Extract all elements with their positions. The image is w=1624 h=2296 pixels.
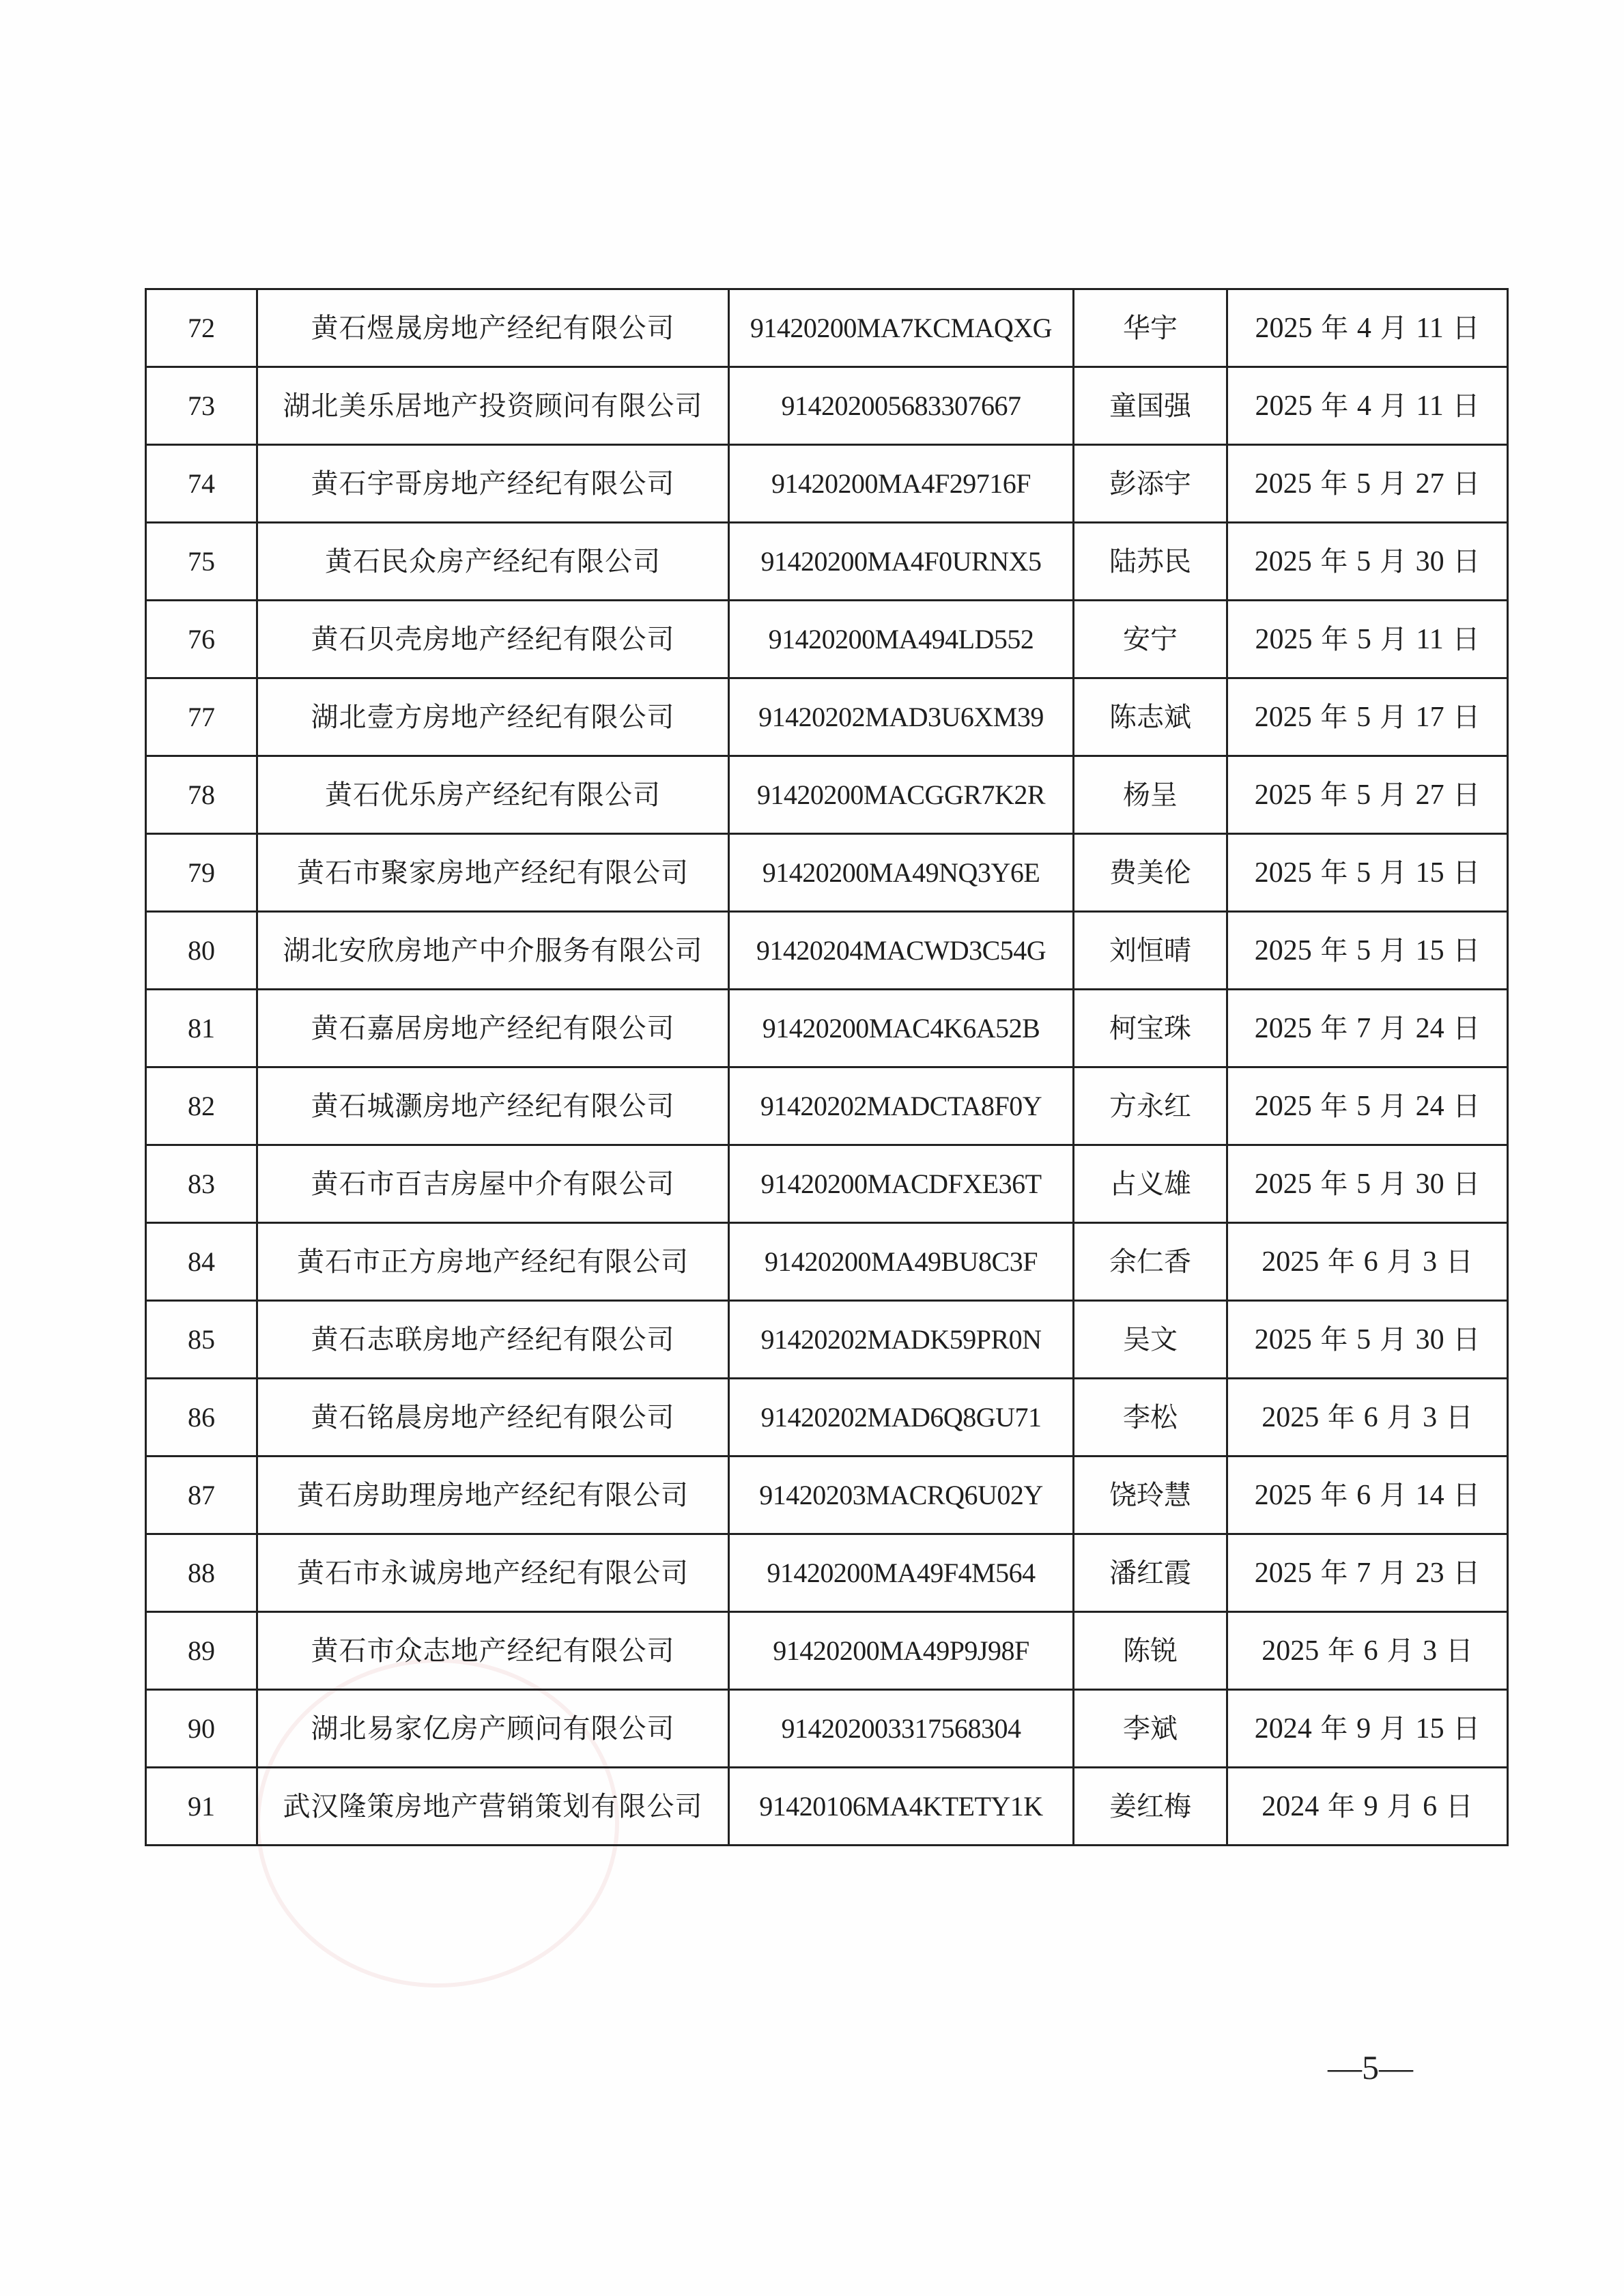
agency-name-cell: 湖北美乐居地产投资顾问有限公司 — [257, 367, 729, 445]
date-day-unit: 日 — [1445, 1246, 1473, 1278]
table-row — [146, 756, 1508, 834]
date-month: 5 — [1356, 857, 1371, 889]
row-number-cell: 83 — [146, 1145, 257, 1223]
date-day-unit: 日 — [1453, 701, 1481, 733]
date-day-unit: 日 — [1452, 390, 1480, 422]
legal-representative-cell: 余仁香 — [1074, 1223, 1227, 1301]
table-row — [146, 523, 1508, 601]
credit-code-cell: 91420200MACDFXE36T — [729, 1145, 1074, 1223]
date-year-unit: 年 — [1320, 1090, 1348, 1122]
agency-name-cell: 黄石民众房产经纪有限公司 — [257, 523, 729, 601]
credit-code-cell: 91420106MA4KTETY1K — [729, 1768, 1074, 1846]
legal-representative-cell: 李松 — [1074, 1379, 1227, 1456]
date-year-unit: 年 — [1320, 857, 1348, 889]
date-day-unit: 日 — [1453, 468, 1481, 500]
date-day-unit: 日 — [1453, 857, 1481, 889]
credit-code-cell: 91420200MA49F4M564 — [729, 1534, 1074, 1612]
legal-representative-cell: 陈锐 — [1074, 1612, 1227, 1690]
date-month-unit: 月 — [1379, 468, 1407, 500]
date-year: 2025 — [1255, 312, 1313, 344]
agency-name-cell: 黄石市永诚房地产经纪有限公司 — [257, 1534, 729, 1612]
date-year: 2025 — [1255, 390, 1313, 422]
date-month: 5 — [1356, 779, 1371, 811]
row-number-cell: 87 — [146, 1456, 257, 1534]
credit-code-cell: 91420200MA49BU8C3F — [729, 1223, 1074, 1301]
date-month-unit: 月 — [1379, 779, 1407, 811]
credit-code-cell: 91420202MAD6Q8GU71 — [729, 1379, 1074, 1456]
date-day-unit: 日 — [1453, 1479, 1481, 1511]
date-cell — [1227, 1223, 1508, 1301]
date-cell — [1227, 1690, 1508, 1768]
date-year: 2024 — [1262, 1790, 1320, 1822]
date-month-unit: 月 — [1379, 1712, 1407, 1745]
legal-representative-cell: 李斌 — [1074, 1690, 1227, 1768]
date-day-unit: 日 — [1453, 1557, 1481, 1589]
table-row — [146, 678, 1508, 756]
date-month: 6 — [1363, 1246, 1378, 1278]
date-year: 2025 — [1255, 623, 1313, 655]
table-row — [146, 367, 1508, 445]
date-month-unit: 月 — [1379, 857, 1407, 889]
date-year: 2025 — [1254, 857, 1312, 889]
date-month-unit: 月 — [1379, 934, 1407, 966]
date-year: 2025 — [1262, 1401, 1320, 1433]
date-month: 7 — [1356, 1557, 1371, 1589]
date-month: 5 — [1356, 701, 1371, 733]
credit-code-cell: 914202003317568304 — [729, 1690, 1074, 1768]
table-row — [146, 445, 1508, 523]
credit-code-cell: 91420200MA4F29716F — [729, 445, 1074, 523]
table-row — [146, 1456, 1508, 1534]
credit-code-cell: 91420203MACRQ6U02Y — [729, 1456, 1074, 1534]
date-year: 2025 — [1254, 1090, 1312, 1122]
legal-representative-cell: 柯宝珠 — [1074, 990, 1227, 1067]
row-number-cell: 72 — [146, 289, 257, 367]
credit-code-cell: 91420200MA49P9J98F — [729, 1612, 1074, 1690]
date-day: 30 — [1415, 545, 1444, 577]
date-month: 6 — [1363, 1401, 1378, 1433]
date-month-unit: 月 — [1379, 1557, 1407, 1589]
agency-name-cell: 黄石城灏房地产经纪有限公司 — [257, 1067, 729, 1145]
date-month: 4 — [1356, 390, 1371, 422]
date-cell — [1227, 1379, 1508, 1456]
table-body — [146, 289, 1508, 1846]
agency-name-cell: 湖北安欣房地产中介服务有限公司 — [257, 912, 729, 990]
date-month-unit: 月 — [1386, 1635, 1414, 1667]
date-day: 3 — [1423, 1246, 1438, 1278]
credit-code-cell: 91420204MACWD3C54G — [729, 912, 1074, 990]
date-year-unit: 年 — [1320, 779, 1348, 811]
date-month-unit: 月 — [1379, 701, 1407, 733]
credit-code-cell: 91420200MA49NQ3Y6E — [729, 834, 1074, 912]
date-day-unit: 日 — [1453, 1712, 1481, 1745]
date-year-unit: 年 — [1320, 1323, 1348, 1355]
row-number-cell: 81 — [146, 990, 257, 1067]
row-number-cell: 79 — [146, 834, 257, 912]
date-year-unit: 年 — [1321, 390, 1349, 422]
date-month-unit: 月 — [1379, 1090, 1407, 1122]
date-cell — [1227, 678, 1508, 756]
legal-representative-cell: 童国强 — [1074, 367, 1227, 445]
date-month: 5 — [1356, 934, 1371, 966]
date-year-unit: 年 — [1320, 545, 1348, 577]
table-row — [146, 1379, 1508, 1456]
date-month-unit: 月 — [1386, 1790, 1414, 1822]
date-day-unit: 日 — [1453, 1168, 1481, 1200]
date-day: 17 — [1415, 701, 1444, 733]
date-year: 2025 — [1254, 1012, 1312, 1044]
agency-name-cell: 黄石宇哥房地产经纪有限公司 — [257, 445, 729, 523]
date-day: 11 — [1416, 623, 1444, 655]
table-row — [146, 1301, 1508, 1379]
table-row — [146, 1534, 1508, 1612]
date-day: 15 — [1415, 857, 1444, 889]
date-year: 2025 — [1254, 934, 1312, 966]
agency-name-cell: 武汉隆策房地产营销策划有限公司 — [257, 1768, 729, 1846]
date-year: 2025 — [1262, 1246, 1320, 1278]
legal-representative-cell: 华宇 — [1074, 289, 1227, 367]
date-month: 4 — [1356, 312, 1371, 344]
credit-code-cell: 91420200MACGGR7K2R — [729, 756, 1074, 834]
table-row — [146, 289, 1508, 367]
credit-code-cell: 91420200MA494LD552 — [729, 601, 1074, 678]
row-number-cell: 88 — [146, 1534, 257, 1612]
date-cell — [1227, 1301, 1508, 1379]
date-month-unit: 月 — [1379, 1012, 1407, 1044]
agency-name-cell: 湖北易家亿房产顾问有限公司 — [257, 1690, 729, 1768]
date-cell — [1227, 1534, 1508, 1612]
row-number-cell: 73 — [146, 367, 257, 445]
date-year-unit: 年 — [1320, 701, 1348, 733]
agency-registry-table-wrap — [145, 288, 1496, 1846]
date-year-unit: 年 — [1321, 623, 1349, 655]
date-month-unit: 月 — [1379, 1168, 1407, 1200]
date-year: 2025 — [1254, 1168, 1312, 1200]
agency-name-cell: 黄石市正方房地产经纪有限公司 — [257, 1223, 729, 1301]
table-row — [146, 834, 1508, 912]
date-day-unit: 日 — [1445, 1401, 1473, 1433]
legal-representative-cell: 安宁 — [1074, 601, 1227, 678]
date-year-unit: 年 — [1327, 1246, 1355, 1278]
agency-registry-table — [145, 288, 1509, 1846]
row-number-cell: 75 — [146, 523, 257, 601]
date-day-unit: 日 — [1452, 623, 1480, 655]
agency-name-cell: 黄石市百吉房屋中介有限公司 — [257, 1145, 729, 1223]
agency-name-cell: 黄石贝壳房地产经纪有限公司 — [257, 601, 729, 678]
date-cell — [1227, 367, 1508, 445]
row-number-cell: 90 — [146, 1690, 257, 1768]
row-number-cell: 74 — [146, 445, 257, 523]
agency-name-cell: 黄石市聚家房地产经纪有限公司 — [257, 834, 729, 912]
row-number-cell: 78 — [146, 756, 257, 834]
date-month: 9 — [1356, 1712, 1371, 1745]
row-number-cell: 91 — [146, 1768, 257, 1846]
row-number-cell: 85 — [146, 1301, 257, 1379]
legal-representative-cell: 杨呈 — [1074, 756, 1227, 834]
date-day: 23 — [1415, 1557, 1444, 1589]
legal-representative-cell: 饶玲慧 — [1074, 1456, 1227, 1534]
date-year-unit: 年 — [1320, 468, 1348, 500]
date-month-unit: 月 — [1379, 545, 1407, 577]
date-month: 7 — [1356, 1012, 1371, 1044]
date-day: 11 — [1416, 390, 1444, 422]
date-year-unit: 年 — [1327, 1401, 1355, 1433]
date-year: 2025 — [1262, 1635, 1320, 1667]
legal-representative-cell: 姜红梅 — [1074, 1768, 1227, 1846]
table-row — [146, 1690, 1508, 1768]
date-day-unit: 日 — [1453, 779, 1481, 811]
row-number-cell: 76 — [146, 601, 257, 678]
date-cell — [1227, 523, 1508, 601]
date-day: 15 — [1415, 1712, 1444, 1745]
date-cell — [1227, 289, 1508, 367]
row-number-cell: 82 — [146, 1067, 257, 1145]
legal-representative-cell: 陆苏民 — [1074, 523, 1227, 601]
date-year-unit: 年 — [1320, 1168, 1348, 1200]
agency-name-cell: 黄石房助理房地产经纪有限公司 — [257, 1456, 729, 1534]
legal-representative-cell: 陈志斌 — [1074, 678, 1227, 756]
agency-name-cell: 黄石铭晨房地产经纪有限公司 — [257, 1379, 729, 1456]
date-month-unit: 月 — [1380, 623, 1408, 655]
date-year: 2025 — [1254, 701, 1312, 733]
date-cell — [1227, 756, 1508, 834]
date-month: 6 — [1363, 1635, 1378, 1667]
agency-name-cell: 黄石志联房地产经纪有限公司 — [257, 1301, 729, 1379]
legal-representative-cell: 潘红霞 — [1074, 1534, 1227, 1612]
date-cell — [1227, 601, 1508, 678]
date-day: 14 — [1415, 1479, 1444, 1511]
date-month: 5 — [1356, 623, 1371, 655]
date-day: 15 — [1415, 934, 1444, 966]
row-number-cell: 86 — [146, 1379, 257, 1456]
date-year-unit: 年 — [1320, 1479, 1348, 1511]
agency-name-cell: 湖北壹方房地产经纪有限公司 — [257, 678, 729, 756]
date-cell — [1227, 1768, 1508, 1846]
table-row — [146, 1223, 1508, 1301]
table-row — [146, 1067, 1508, 1145]
date-day-unit: 日 — [1453, 1012, 1481, 1044]
date-day: 27 — [1415, 779, 1444, 811]
table-row — [146, 990, 1508, 1067]
date-month-unit: 月 — [1386, 1246, 1414, 1278]
table-row — [146, 912, 1508, 990]
page-number: —5— — [1328, 2048, 1413, 2086]
date-year: 2025 — [1254, 545, 1312, 577]
date-day: 6 — [1423, 1790, 1438, 1822]
date-year-unit: 年 — [1320, 934, 1348, 966]
date-year-unit: 年 — [1327, 1635, 1355, 1667]
legal-representative-cell: 刘恒晴 — [1074, 912, 1227, 990]
legal-representative-cell: 占义雄 — [1074, 1145, 1227, 1223]
credit-code-cell: 91420202MAD3U6XM39 — [729, 678, 1074, 756]
row-number-cell: 77 — [146, 678, 257, 756]
agency-name-cell: 黄石煜晟房地产经纪有限公司 — [257, 289, 729, 367]
date-month-unit: 月 — [1380, 312, 1408, 344]
table-row — [146, 601, 1508, 678]
date-cell — [1227, 990, 1508, 1067]
legal-representative-cell: 吴文 — [1074, 1301, 1227, 1379]
legal-representative-cell: 彭添宇 — [1074, 445, 1227, 523]
row-number-cell: 89 — [146, 1612, 257, 1690]
date-day-unit: 日 — [1453, 545, 1481, 577]
date-day: 24 — [1415, 1090, 1444, 1122]
date-year-unit: 年 — [1321, 312, 1349, 344]
date-cell — [1227, 1612, 1508, 1690]
date-day-unit: 日 — [1453, 934, 1481, 966]
date-day: 3 — [1423, 1401, 1438, 1433]
date-cell — [1227, 445, 1508, 523]
credit-code-cell: 91420200MA4F0URNX5 — [729, 523, 1074, 601]
legal-representative-cell: 费美伦 — [1074, 834, 1227, 912]
date-month-unit: 月 — [1379, 1479, 1407, 1511]
date-day-unit: 日 — [1453, 1090, 1481, 1122]
date-cell — [1227, 1456, 1508, 1534]
date-month: 9 — [1363, 1790, 1378, 1822]
agency-name-cell: 黄石市众志地产经纪有限公司 — [257, 1612, 729, 1690]
date-day-unit: 日 — [1453, 1323, 1481, 1355]
date-day: 3 — [1423, 1635, 1438, 1667]
date-month: 5 — [1356, 468, 1371, 500]
date-cell — [1227, 834, 1508, 912]
date-month: 5 — [1356, 1090, 1371, 1122]
credit-code-cell: 91420200MA7KCMAQXG — [729, 289, 1074, 367]
date-day: 11 — [1416, 312, 1444, 344]
date-month-unit: 月 — [1386, 1401, 1414, 1433]
credit-code-cell: 914202005683307667 — [729, 367, 1074, 445]
date-day-unit: 日 — [1452, 312, 1480, 344]
date-cell — [1227, 1067, 1508, 1145]
date-year-unit: 年 — [1320, 1557, 1348, 1589]
row-number-cell: 84 — [146, 1223, 257, 1301]
agency-name-cell: 黄石嘉居房地产经纪有限公司 — [257, 990, 729, 1067]
row-number-cell: 80 — [146, 912, 257, 990]
date-month: 5 — [1356, 1168, 1371, 1200]
date-year-unit: 年 — [1327, 1790, 1355, 1822]
date-year: 2025 — [1254, 1557, 1312, 1589]
date-year-unit: 年 — [1320, 1712, 1348, 1745]
table-row — [146, 1768, 1508, 1846]
credit-code-cell: 91420202MADK59PR0N — [729, 1301, 1074, 1379]
date-month: 5 — [1356, 545, 1371, 577]
date-cell — [1227, 912, 1508, 990]
date-month: 6 — [1356, 1479, 1371, 1511]
date-day: 30 — [1415, 1323, 1444, 1355]
date-day-unit: 日 — [1445, 1790, 1473, 1822]
agency-name-cell: 黄石优乐房产经纪有限公司 — [257, 756, 729, 834]
legal-representative-cell: 方永红 — [1074, 1067, 1227, 1145]
date-day: 27 — [1415, 468, 1444, 500]
date-day: 30 — [1415, 1168, 1444, 1200]
date-cell — [1227, 1145, 1508, 1223]
date-month: 5 — [1356, 1323, 1371, 1355]
date-year: 2025 — [1254, 1479, 1312, 1511]
date-day-unit: 日 — [1445, 1635, 1473, 1667]
table-row — [146, 1145, 1508, 1223]
credit-code-cell: 91420200MAC4K6A52B — [729, 990, 1074, 1067]
date-month-unit: 月 — [1380, 390, 1408, 422]
date-year: 2025 — [1254, 468, 1312, 500]
date-year-unit: 年 — [1320, 1012, 1348, 1044]
credit-code-cell: 91420202MADCTA8F0Y — [729, 1067, 1074, 1145]
date-year: 2024 — [1254, 1712, 1312, 1745]
date-year: 2025 — [1254, 1323, 1312, 1355]
date-day: 24 — [1415, 1012, 1444, 1044]
table-row — [146, 1612, 1508, 1690]
date-month-unit: 月 — [1379, 1323, 1407, 1355]
date-year: 2025 — [1254, 779, 1312, 811]
